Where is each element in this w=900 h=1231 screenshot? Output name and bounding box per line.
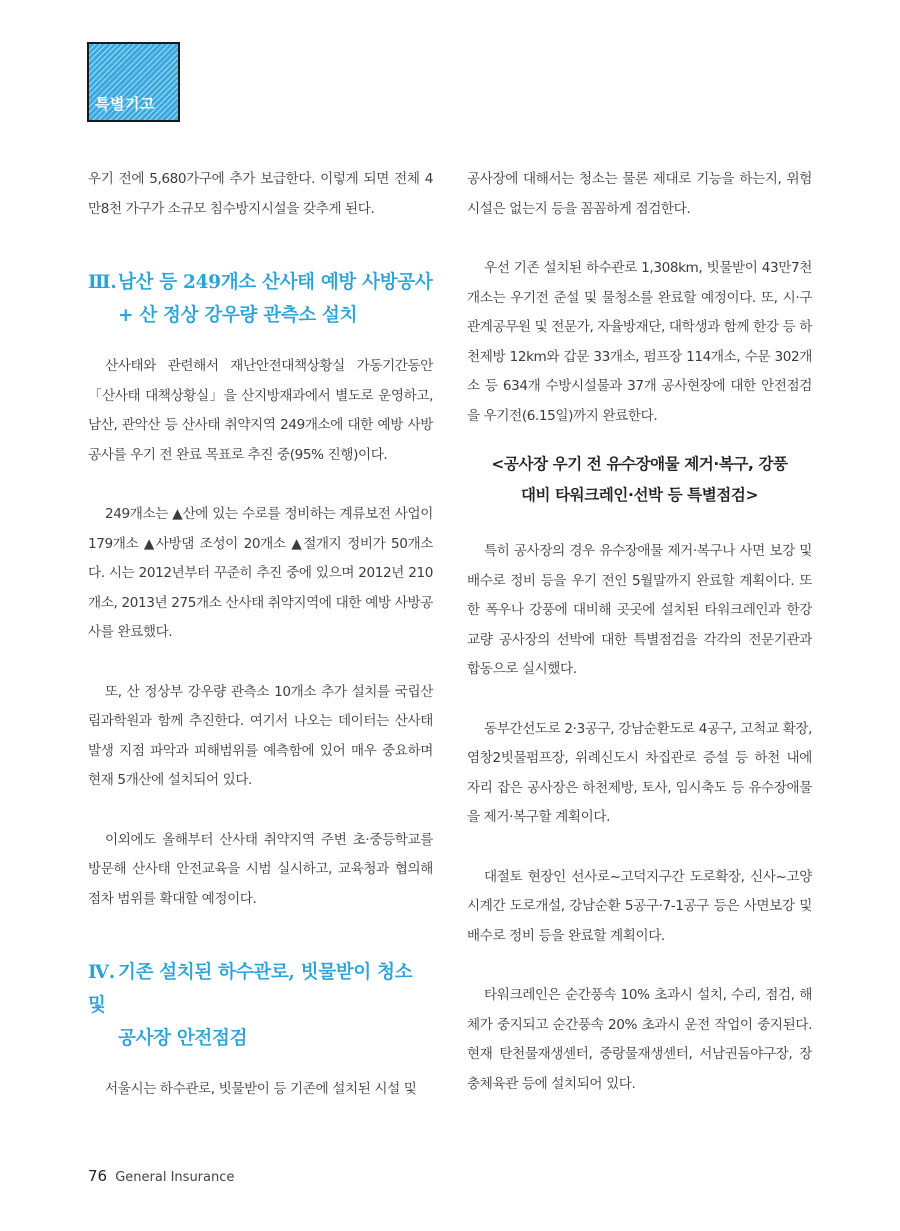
- publication-title: General Insurance: [115, 1170, 235, 1185]
- page-footer: [88, 1167, 234, 1185]
- section-heading-line: + 산 정상 강우량 관측소 설치: [118, 305, 358, 326]
- paragraph: 서울시는 하수관로, 빗물받이 등 기존에 설치된 시설 및: [105, 1081, 417, 1097]
- section-heading-line: 공사장 안전점검: [118, 1028, 248, 1049]
- paragraph: 특히 공사장의 경우 유수장애물 제거·복구나 사면 보강 및 배수로 정비 등을 우기 전인 5월말까지 완료할 계획이다. 또한 폭우나 강풍에 대비해 곳곳에 설치된 타워크레인과 한강 교량 공사장의 선박에 대한 특별점검을 각각의 전문기관과 합동으로 실시했다.: [467, 543, 812, 677]
- section-heading-line: 남산 등 249개소 산사태 예방 사방공사: [118, 272, 433, 293]
- paragraph: 우선 기존 설치된 하수관로 1,308km, 빗물받이 43만7천개소는 우기전 준설 및 물청소를 완료할 예정이다. 또, 시·구 관계공무원 및 전문가, 자율방재단, 대학생과 함께 한강 등 하천제방 12km와 갑문 33개소, 펌프장 114개소, 수문 302개소 등 634개 수방시설물과 37개 공사현장에 대한 안전점검을 우기전(6.15일)까지 완료한다.: [467, 260, 812, 424]
- section-heading-line: 기존 설치된 하수관로, 빗물받이 청소 및: [88, 962, 413, 1016]
- section-heading-4: [88, 956, 433, 1055]
- section-heading-3: [88, 266, 433, 332]
- right-column: [467, 165, 812, 1099]
- paragraph: 우기 전에 5,680가구에 추가 보급한다. 이렇게 되면 전체 4만8천 가구가 소규모 침수방지시설을 갖추게 된다.: [88, 171, 433, 217]
- section-number: Ⅲ.: [88, 272, 117, 293]
- paragraph: 동부간선도로 2·3공구, 강남순환도로 4공구, 고척교 확장, 염창2빗물펌프장, 위례신도시 차집관로 증설 등 하천 내에 자리 잡은 공사장은 하천제방, 토사, 임시축도 등 유수장애물을 제거·복구할 계획이다.: [467, 720, 812, 825]
- subsection-heading-line: 대비 타워크레인·선박 등 특별점검>: [520, 486, 759, 504]
- paragraph: 산사태와 관련해서 재난안전대책상황실 가동기간동안 「산사태 대책상황실」을 산지방재과에서 별도로 운영하고, 남산, 관악산 등 산사태 취약지역 249개소에 대한 예방 사방공사를 우기 전 완료 목표로 추진 중(95% 진행)이다.: [88, 358, 433, 463]
- subsection-heading: [467, 449, 812, 511]
- left-column: [88, 165, 433, 1105]
- paragraph: 249개소는 ▲산에 있는 수로를 정비하는 계류보전 사업이 179개소 ▲사방댐 조성이 20개소 ▲절개지 정비가 50개소다. 시는 2012년부터 꾸준히 추진 중에 있으며 2012년 210개소, 2013년 275개소 산사태 취약지역에 대한 예방 사방공사를 완료했다.: [88, 506, 433, 640]
- paragraph: 타워크레인은 순간풍속 10% 초과시 설치, 수리, 점검, 해체가 중지되고 순간풍속 20% 초과시 운전 작업이 중지된다. 현재 탄천물재생센터, 중랑물재생센터, 서남권돔야구장, 장충체육관 등에 설치되어 있다.: [467, 987, 812, 1092]
- section-number: Ⅳ.: [88, 962, 115, 983]
- section-tag: [87, 42, 180, 122]
- page-number: 76: [88, 1167, 108, 1185]
- section-tag-label: 특별기고: [95, 95, 155, 113]
- paragraph: 공사장에 대해서는 청소는 물론 제대로 기능을 하는지, 위험 시설은 없는지 등을 꼼꼼하게 점검한다.: [467, 171, 812, 217]
- paragraph: 또, 산 정상부 강우량 관측소 10개소 추가 설치를 국립산림과학원과 함께 추진한다. 여기서 나오는 데이터는 산사태 발생 지점 파악과 피해범위를 예측함에 있어 매우 중요하며 현재 5개산에 설치되어 있다.: [88, 683, 433, 788]
- paragraph: 이외에도 올해부터 산사태 취약지역 주변 초·중등학교를 방문해 산사태 안전교육을 시범 실시하고, 교육청과 협의해 점차 범위를 확대할 예정이다.: [88, 831, 433, 907]
- paragraph: 대절토 현장인 선사로~고덕지구간 도로확장, 신사~고양시계간 도로개설, 강남순환 5공구·7-1공구 등은 사면보강 및 배수로 정비 등을 완료할 계획이다.: [467, 868, 812, 944]
- subsection-heading-line: <공사장 우기 전 유수장애물 제거·복구, 강풍: [491, 455, 788, 473]
